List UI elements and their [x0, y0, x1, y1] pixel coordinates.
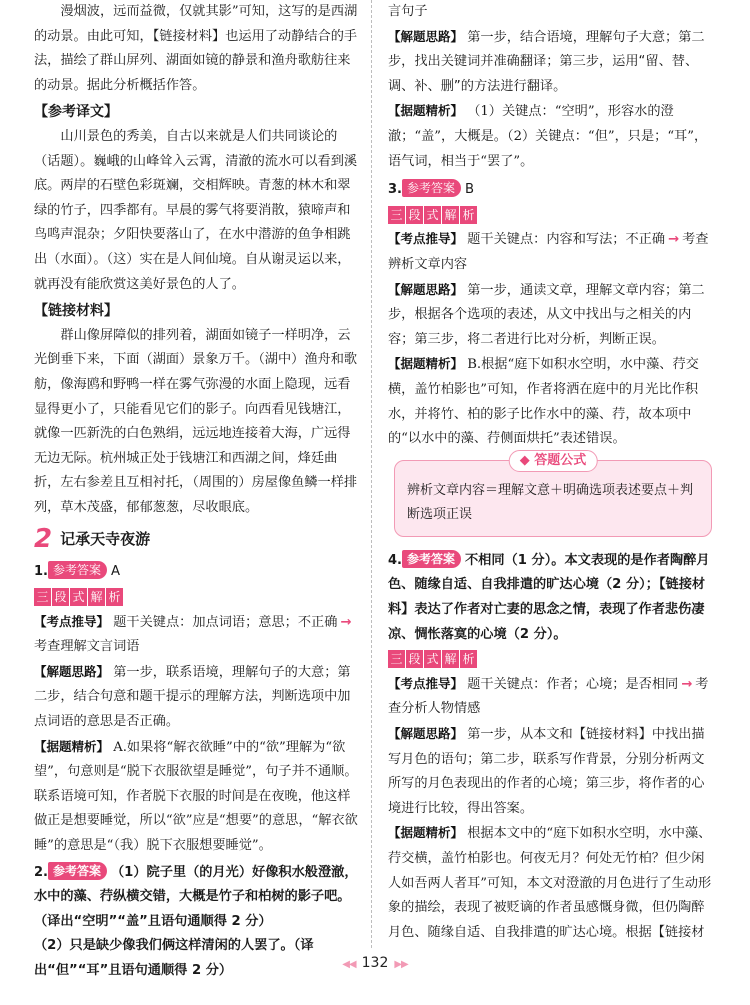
knowledge-point-result: 考查辨析文章内容: [388, 232, 709, 272]
answer-formula-box: [394, 452, 712, 537]
detailed-analysis-text: A.如果将“解衣欲睡”中的“欲”理解为“欲望”，句意则是“脱下衣服欲望是睡觉”，句子并不通顺。联系语境可知，作者脱下衣服的时间是在夜晚，他这样做正是想要睡觉，所以“欲”应是“想要”的意思，“解衣欲睡”的意思是“（我）脱下衣服想要睡觉”。: [34, 739, 358, 853]
detailed-analysis-tag: 【据题精析】: [388, 825, 464, 841]
answer-value: 不相同（1 分）。本文表现的是作者陶醉月色、随缘自适、自我排遣的旷达心境（2 分）；【链接材料】表达了作者对亡妻的思念之情，表现了作者悲伤凄凉、惆怅落寞的心境（2 分）。: [388, 552, 710, 642]
detailed-analysis-tag: 【据题精析】: [388, 356, 464, 372]
knowledge-point-tag: 【考点推导】: [388, 675, 464, 691]
solution-idea-text: 第一步，通读文章，理解文章内容；第二步，根据各个选项的表述，从文中找出与之相关的内容；第三步，将二者进行比对分析，判断正误。: [388, 282, 705, 347]
answer-tag: 参考答案: [48, 862, 107, 880]
question-3: [388, 178, 716, 452]
question-number: 1.: [34, 564, 48, 580]
question-number: 2.: [34, 864, 48, 880]
knowledge-point-text: 题干关键点：作者；心境；是否相同: [467, 676, 679, 692]
three-step-analysis-badge: 三 段 式 解 析: [34, 588, 123, 606]
answer-line-1: （1）院子里（的月光）好像积水般澄澈，水中的藻、荇纵横交错，大概是竹子和柏树的影子吧。（译出“空明”“盖”且语句通顺得 2 分）: [34, 864, 358, 929]
three-step-analysis-badge: 三 段 式 解 析: [388, 206, 477, 224]
left-column: [34, 0, 362, 984]
detailed-analysis-text: B.根据“庭下如积水空明，水中藻、荇交横，盖竹柏影也”可知，作者将洒在庭中的月光比作积水，并将竹、柏的影子比作水中的藻、荇，故本项中的“以水中的藻、荇侧面烘托”表述错误。: [388, 357, 699, 447]
section-name: 记承天寺夜游: [60, 530, 151, 549]
solution-idea-tag: 【解题思路】: [34, 663, 110, 679]
arrow-right-icon: →: [668, 232, 680, 248]
answer-line-2: （2）只是缺少像我们俩这样清闲的人罢了。（译出“但”“耳”且语句通顺得 2 分）: [34, 938, 314, 978]
linked-material-heading: 【链接材料】: [34, 303, 118, 320]
detailed-analysis-tag: 【据题精析】: [34, 738, 110, 754]
question-4: [388, 549, 716, 946]
section-number: 2: [34, 524, 53, 555]
analysis-paragraph-end: 漫烟波，远而益微，仅就其影”可知，这写的是西湖的动景。由此可知，【链接材料】也运用了动静结合的手法，描绘了群山屏列、湖面如镜的静景和渔舟歌舫往来的动景。据此分析概括作答。: [34, 4, 358, 93]
reference-translation-heading: 【参考译文】: [34, 104, 118, 121]
answer-tag: 参考答案: [48, 561, 107, 579]
detailed-analysis-text: （1）关键点：“空明”，形容水的澄澈；“盖”，大概是。（2）关键点：“但”，只是；“耳”，语气词，相当于“罢了”。: [388, 104, 708, 169]
answer-tag: 参考答案: [402, 179, 461, 197]
solution-idea-text: 第一步，结合语境，理解句子大意；第二步，找出关键词并准确翻译；第三步，运用“留、替、调、补、删”的方法进行翻译。: [388, 29, 705, 94]
arrow-right-icon: →: [340, 614, 352, 630]
right-column: [388, 0, 716, 945]
section-title: [34, 524, 362, 555]
arrow-right-icon: →: [681, 676, 693, 692]
solution-idea-tag: 【解题思路】: [388, 726, 464, 742]
question-number: 3.: [388, 182, 402, 198]
knowledge-point-result: 考查分析人物情感: [388, 676, 709, 717]
answer-tag: 参考答案: [402, 550, 461, 568]
knowledge-point-tag: 【考点推导】: [388, 231, 464, 247]
question-1: [34, 560, 362, 858]
solution-idea-text: 第一步，从本文和【链接材料】中找出描写月色的语句；第二步，联系写作背景，分别分析两文所写的月色表现出的作者的心境；第三步，将作者的心境进行比较，得出答案。: [388, 727, 705, 816]
chevron-right-icon: ▶▶: [394, 959, 408, 970]
knowledge-point-result: 考查理解文言词语: [34, 639, 140, 655]
solution-idea-tag: 【解题思路】: [388, 28, 464, 44]
answer-value: A: [111, 564, 121, 580]
answer-formula-text: 辨析文章内容＝理解文意＋明确选项表述要点＋判断选项正误: [407, 482, 694, 523]
answer-value: B: [465, 182, 475, 198]
detailed-analysis-tag: 【据题精析】: [388, 103, 464, 119]
column-divider: [371, 0, 372, 948]
question-number: 4.: [388, 552, 402, 568]
solution-idea-tag: 【解题思路】: [388, 281, 464, 297]
answer-formula-title: ◆ 答题公式: [509, 450, 598, 472]
solution-idea-text: 第一步，联系语境，理解句子的大意；第二步，结合句意和题干提示的理解方法，判断选项中加点词语的意思是否正确。: [34, 664, 351, 730]
detailed-analysis-text: 根据本文中的“庭下如积水空明，水中藻、荇交横，盖竹柏影也。何夜无月？何处无竹柏？但少闲人如吾两人者耳”可知，本文对澄澈的月色进行了生动形象的描绘，表现了被贬谪的作者虽感慨身微，但仍陶醉月色、随缘自适、自我排遣的旷达心境。根据【链接材: [388, 826, 712, 940]
reference-translation-text: 山川景色的秀美，自古以来就是人们共同谈论的（话题）。巍峨的山峰耸入云霄，清澈的流水可以看到溪底。两岸的石壁色彩斑斓，交相辉映。青葱的林木和翠绿的竹子，四季都有。早晨的雾气将要消散，猿啼声和鸟鸣声混杂；夕阳快要落山了，在水中潜游的鱼争相跳出（水面）。（这）实在是人间仙境。自从谢灵运以来，就再没有能欣赏这美好景色的人了。: [34, 128, 358, 292]
knowledge-point-tag: 【考点推导】: [34, 613, 110, 629]
chevron-left-icon: ◀◀: [342, 959, 356, 970]
page-number: 132: [361, 955, 389, 971]
knowledge-point-continuation: 言句子: [388, 4, 428, 19]
linked-material-text: 群山像屏障似的排列着，湖面如镜子一样明净，云光倒垂下来，下面（湖面）景象万千。（湖中）渔舟和歌舫，像海鸥和野鸭一样在雾气弥漫的水面上隐现，远看显得更小了，只能看见它们的影子。向西看见钱塘江，就像一匹新洗的白色熟绢，远远地连接着大海，广远得无边无际。杭州城正处于钱塘江和西湖之间，烽廷曲折，左右参差且互相衬托，（周围的）房屋像鱼鳞一样排列，草木茂盛，郁郁葱葱，尽收眼底。: [34, 327, 358, 515]
knowledge-point-text: 题干关键点：内容和写法；不正确: [467, 232, 666, 248]
knowledge-point-text: 题干关键点：加点词语；意思；不正确: [113, 614, 338, 630]
page-number-footer: [0, 955, 750, 971]
three-step-analysis-badge: 三 段 式 解 析: [388, 650, 477, 668]
